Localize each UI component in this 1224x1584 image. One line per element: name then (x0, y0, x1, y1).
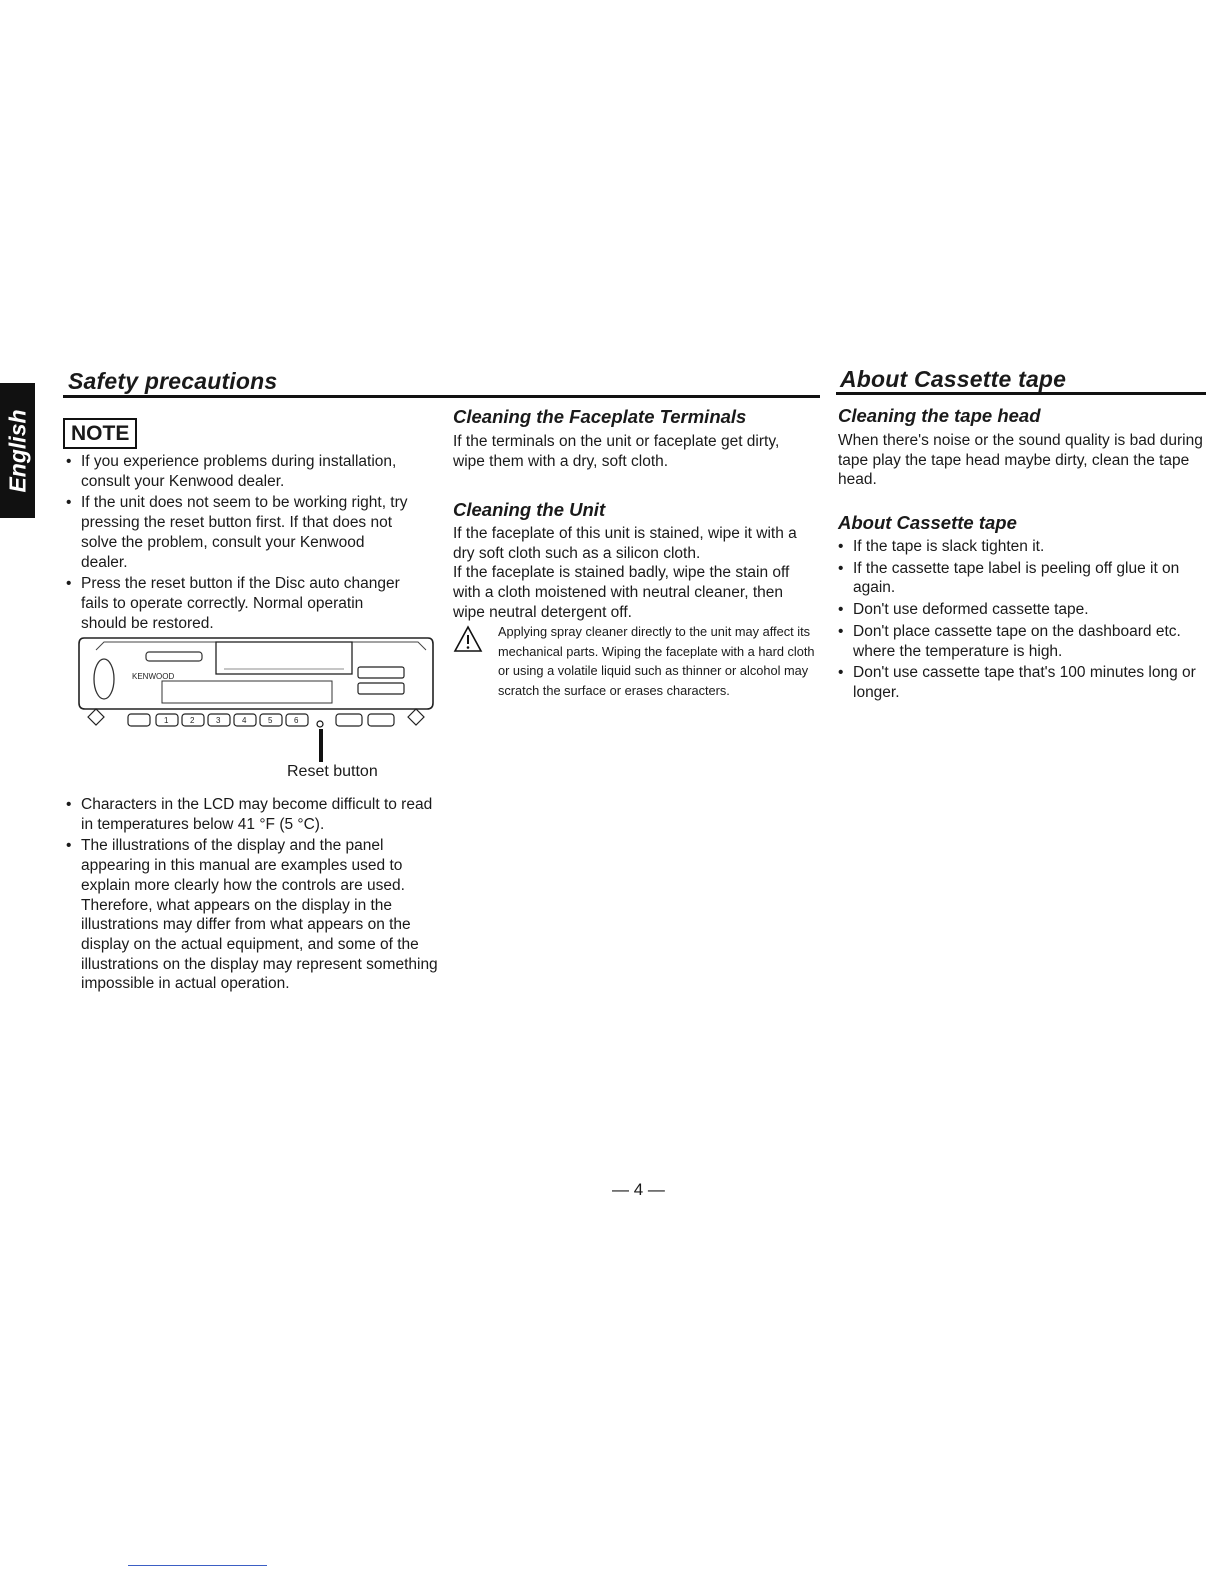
note-bullet: • If you experience problems during installation, consult your Kenwood dealer. (66, 452, 411, 491)
paragraph: If the terminals on the unit or faceplate get dirty, wipe them with a dry, soft cloth. (453, 433, 780, 470)
reset-pointer (319, 729, 323, 762)
note-bullet-list (66, 452, 411, 635)
paragraph: If the faceplate is stained badly, wipe the stain off with a cloth moistened with neutral cleaner, then wipe neutral detergent off. (453, 564, 790, 621)
page-number: — 4 — (612, 1180, 665, 1199)
language-tab (0, 383, 35, 518)
subheading-faceplate-terminals: Cleaning the Faceplate Terminals (453, 406, 747, 427)
faceplate-illustration (76, 635, 436, 763)
tape-head-text (838, 431, 1204, 490)
src-button (88, 709, 104, 725)
display-bullet: • Characters in the LCD may become difficult to read in temperatures below 41 °F (5 °C). (66, 795, 441, 834)
section-title-cassette: About Cassette tape (840, 366, 1067, 392)
note-bullet: • Press the reset button if the Disc auto changer fails to operate correctly. Normal operatin should be restored. (66, 574, 411, 633)
cleaning-unit-text (453, 524, 819, 623)
note-bullet: • If the unit does not seem to be working right, try pressing the reset button first. If that does not solve the problem, consult your Kenwood dealer. (66, 493, 411, 572)
seek-buttons (358, 667, 404, 678)
paragraph: If the faceplate of this unit is stained, wipe it with a dry soft cloth such as a silicon cloth. (453, 525, 797, 562)
section-rule-right (836, 392, 1206, 395)
display-bullet: • The illustrations of the display and the panel appearing in this manual are examples used to explain more clearly how the controls are used. Therefore, what appears on the display in the illustrations may differ from what appears on the display on the actual equipment, and some of the illustrations on the display may represent something impossible in actual operation. (66, 836, 441, 994)
paragraph: When there's noise or the sound quality is bad during tape play the tape head maybe dirty, clean the tape head. (838, 432, 1203, 489)
audio-button (408, 709, 424, 725)
section-title-safety: Safety precautions (68, 368, 278, 394)
note-label: NOTE (63, 418, 137, 449)
tape-button (368, 714, 394, 726)
subheading-about-cassette: About Cassette tape (838, 512, 1017, 533)
cassette-bullet: • Don't use cassette tape that's 100 minutes long or longer. (838, 663, 1204, 702)
cassette-bullet: • If the cassette tape label is peeling off glue it on again. (838, 559, 1204, 598)
cassette-bullet-list (838, 537, 1204, 705)
subheading-cleaning-unit: Cleaning the Unit (453, 499, 606, 520)
preset-label: 4 (242, 716, 247, 725)
cassette-bullet: • Don't place cassette tape on the dashboard etc. where the temperature is high. (838, 622, 1204, 661)
cassette-bullet: • Don't use deformed cassette tape. (838, 600, 1204, 620)
faceplate-terminals-text (453, 432, 798, 471)
preset-label: 6 (294, 716, 299, 725)
footer-rule (128, 1565, 267, 1566)
att-button (128, 714, 150, 726)
reset-button-caption: Reset button (287, 763, 378, 780)
release-knob (94, 659, 114, 699)
brand-logo: KENWOOD (132, 672, 175, 681)
band-buttons (358, 683, 404, 694)
reset-button (317, 721, 323, 727)
cassette-slot (162, 681, 332, 703)
preset-label: 1 (164, 716, 169, 725)
caution-text: Applying spray cleaner directly to the unit may affect its mechanical parts. Wiping the faceplate with a hard cloth or using a volatile liquid such as thinner or alcohol may scratch the surface or erases characters. (498, 624, 815, 698)
cassette-bullet: • If the tape is slack tighten it. (838, 537, 1204, 557)
subheading-tape-head: Cleaning the tape head (838, 405, 1041, 426)
section-rule-left (63, 395, 820, 398)
caution-icon (453, 625, 483, 653)
language-tab-label: English (4, 408, 30, 493)
preset-label: 5 (268, 716, 273, 725)
preset-label: 2 (190, 716, 195, 725)
preset-label: 3 (216, 716, 221, 725)
eject-button (146, 652, 202, 661)
display-bullet-list (66, 795, 441, 996)
tape-button (336, 714, 362, 726)
